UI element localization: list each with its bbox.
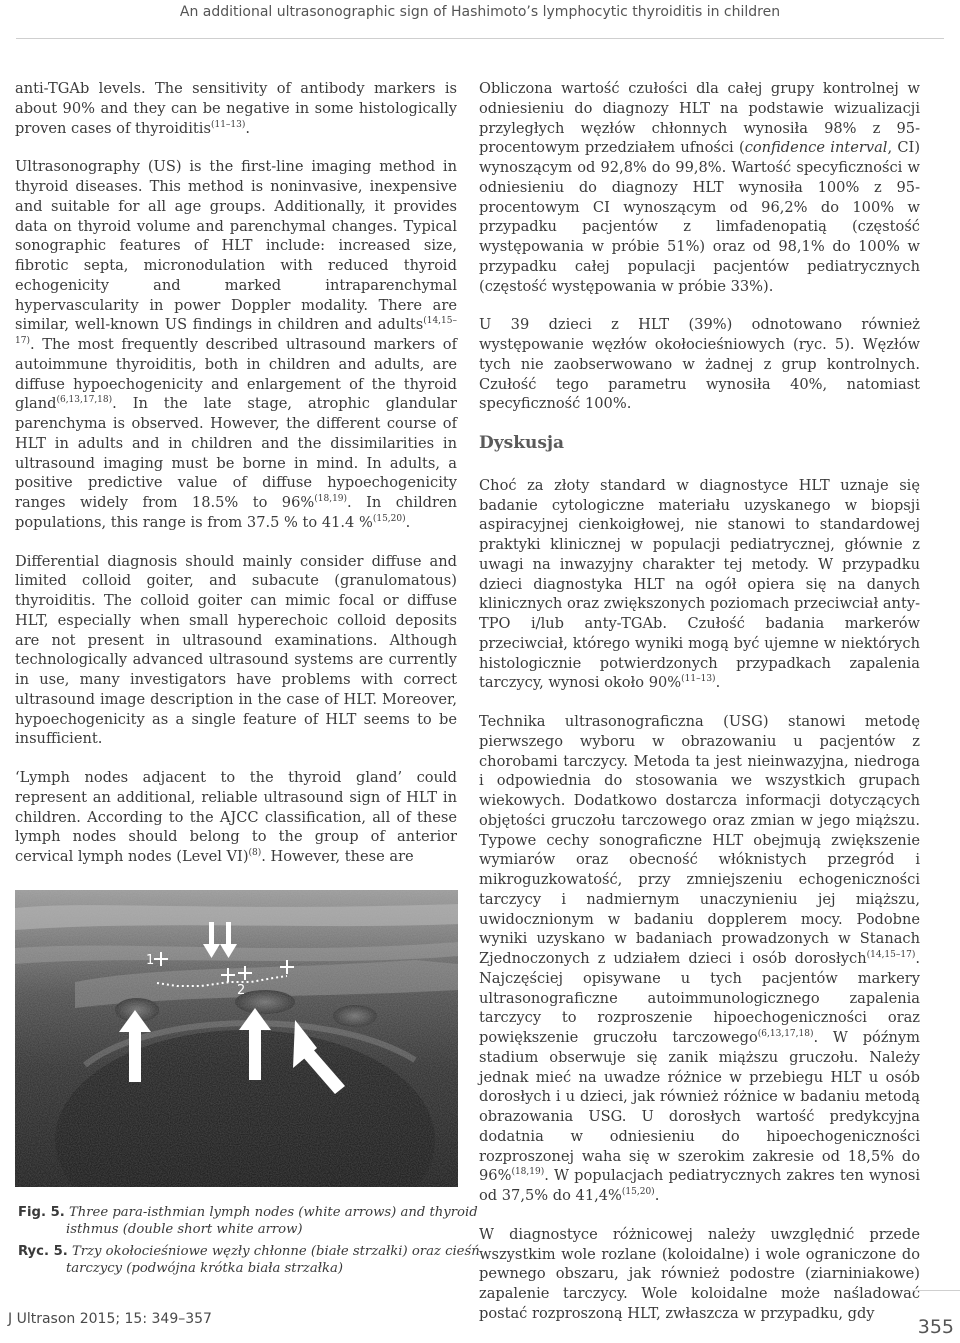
ultrasound-image [15,890,458,1187]
citation: (15,20) [372,513,406,524]
citation: (8) [248,848,262,859]
right-paragraph-5: W diagnostyce różnicowej należy uwzględnić przede wszystkim wole rozlane (koloidalne) i wole ograniczone do pewnego obszaru, jak również podostre (ziarniniakowe) zapalenie tarczycy. Wole koloidalne może naśladować postać rozproszoną HLT, zwłaszcza w przypadku, gdy [479,1225,920,1322]
left-column [15,79,457,886]
page-number-rule [912,1290,960,1311]
caption-label: Ryc. 5. [18,1244,68,1259]
right-paragraph-1: Obliczona wartość czułości dla całej grupy kontrolnej w odniesieniu do diagnozy HLT na podstawie wizualizacji przyległych węzłów chłonnych wynosiła 98% z 95-procentowym przedziałem ufności (confidence interval, CI) wynoszącym od 92,8% do 99,8%. Wartość specyficzności w odniesieniu do diagnozy HLT wynosiła 100% z 95-procentowym CI wynoszącym od 96,2% do 100% w przypadku pacjentów z limfadenopatią (częstość występowania w próbie 51%) oraz od 98,1% do 100% w przypadku całej populacji pacjentów pediatrycznych (częstość występowania w próbie 33%). [479,80,921,295]
caption-label: Fig. 5. [18,1205,65,1220]
figure-caption-polish [18,1243,508,1277]
left-paragraph-4: ‘Lymph nodes adjacent to the thyroid gland’ could represent an additional, reliable ultrasound sign of HLT in children. According to the AJCC classification, all of these lymph nodes should belong to the group of anterior cervical lymph nodes (Level VI)$^{(8)}$. However, these are [15,769,457,865]
citation: (18,19) [511,1167,545,1178]
citation: (14,15–17) [15,316,457,347]
citation: (14,15–17) [866,950,916,961]
citation: (15,20) [621,1187,655,1198]
journal-citation: J Ultrason 2015; 15: 349–357 [8,1311,212,1327]
figure-caption-english [18,1204,508,1238]
page-number: 355 [917,1316,954,1338]
citation: (6,13,17,18) [757,1029,814,1040]
running-title: An additional ultrasonographic sign of Hashimoto’s lymphocytic thyroiditis in children [179,4,781,20]
header-divider [16,38,944,39]
citation: (18,19) [314,494,348,505]
right-paragraph-3: Choć za złoty standard w diagnostyce HLT uznaje się badanie cytologiczne materiału uzyskanego w biopsji aspiracyjnej cienkoigłowej, nie stanowi to standardowej praktyki klinicznej w populacji pediatrycznej, głównie z uwagi na inwazyjny charakter tej metody. W przypadku dzieci diagnostyka HLT na ogół opiera się na danych klinicznych oraz zwiększonych poziomach przeciwciał anty-TPO i/lub anty-TGAb. Czułość badania markerów przeciwciał, którego wyniki mogą być ujemne w niektórych histologicznie potwierdzonych przypadkach zapalenia tarczycy, wynosi około 90%$^{(11-13)}$. [479,476,920,692]
right-paragraph-2: U 39 dzieci z HLT (39%) odnotowano również występowanie węzłów okołocieśniowych (ryc. 5). Węzłów tych nie zaobserwowano w żadnej z grup kontrolnych. Czułość tego parametru wynosiła 40%, natomiast specyficzność 100%. [479,316,920,413]
ultrasound-figure [15,890,458,1187]
caliper-label-1: 1 [146,953,155,968]
citation: (11–13) [681,674,716,685]
left-paragraph-1: anti-TGAb levels. The sensitivity of antibody markers is about 90% and they can be negative in some histologically proven cases of thyroiditis$^{(11-13)}$. [15,80,457,137]
citation: (6,13,17,18) [56,395,113,406]
right-paragraph-4: Technika ultrasonograficzna (USG) stanowi metodę pierwszego wyboru w obrazowaniu u pacjentów z chorobami tarczycy. Metoda ta jest nieinwazyjna, niedroga i odpowiednia do stosowania we wszystkich grupach wiekowych. Dodatkowo dostarcza informacji dotyczących objętości gruczołu tarczowego oraz zmian w jego miąższu. Typowe cechy sonograficzne HLT obejmują zwiększenie wymiarów oraz obecność włóknistych przegród i mikroguzkowatość, przy zmniejszeniu echogeniczności tarczycy i nadmiernym unaczynieniu jej miąższu, uwidocznionym w badaniu dopplerem mocy. Podobne wyniki uzyskano w badaniach prowadzonych w Stanach Zjednoczonych z udziałem dzieci i osób dorosłych$^{(14,15-17)}$. Najczęściej opisywane u tych pacjentów markery ultrasonograficzne autoimmunologicznego zapalenia tarczycy to rozproszenie hipoechogeniczności oraz powiększenie gruczołu tarczowego$^{(6,13,17,18)}$. W późnym stadium obserwuje się zanik miąższu gruczołu. Należy jednak mieć na uwadze różnice w przebiegu HLT u osób dorosłych i u dzieci, jak również różnice w badaniu metodą obrazowania USG. U dorosłych wartość predykcyjna dodatnia w odniesieniu do hipoechogeniczności rozproszonej waha się w szerokim zakresie od 18,5% do 96%$^{(18,19)}$. W populacjach pediatrycznych zakres ten wynosi od 37,5% do 41,4%$^{(15,20)}$. [479,713,920,1204]
caption-text: Trzy okołocieśniowe węzły chłonne (białe strzałki) oraz cieśń tarczycy (podwójna krótka biała strzałka) [66,1244,480,1276]
caption-text: Three para-isthmian lymph nodes (white arrows) and thyroid isthmus (double short white arrow) [66,1205,478,1237]
right-column [479,79,920,1343]
caliper-label-2: 2 [237,983,246,998]
citation: (11–13) [210,119,246,130]
section-heading: Dyskusja [479,433,565,453]
left-paragraph-2: Ultrasonography (US) is the first-line imaging method in thyroid diseases. This method is noninvasive, inexpensive and suitable for all age groups. Additionally, it provides data on thyroid volume and parenchymal changes. Typical sonographic features of HLT include: increased size, fibrotic septa, micronodulation with reduced thyroid echogenicity and marked intraparenchymal hypervascularity in power Doppler modality. There are similar, well-known US findings in children and adults$^{(14,15-17)}$. The most frequently described ultrasound markers of autoimmune thyroiditis, both in children and adults, are diffuse hypoechogenicity and enlargement of the thyroid gland$^{(6,13,17,18)}$. In the late stage, atrophic glandular parenchyma is observed. However, the different course of HLT in adults and in children and the dissimilarities in ultrasound imaging must be borne in mind. In adults, a positive predictive value of diffuse hypoechogenicity ranges widely from 18.5% to 96%$^{(18,19)}$. In children populations, this range is from 37.5 % to 41.4 %$^{(15,20)}$. [15,158,457,531]
speckle-texture [15,890,458,1187]
running-header [0,0,960,36]
left-paragraph-3: Differential diagnosis should mainly consider diffuse and limited colloid goiter, and subacute (granulomatous) thyroiditis. The colloid goiter can mimic focal or diffuse HLT, especially when small hyperechoic colloid deposits are not present in ultrasound examinations. Although technologically advanced ultrasound systems are currently in use, many investigators have problems with correct ultrasound image description in the case of HLT. Moreover, hypoechogenicity as a single feature of HLT seems to be insufficient. [15,552,457,748]
